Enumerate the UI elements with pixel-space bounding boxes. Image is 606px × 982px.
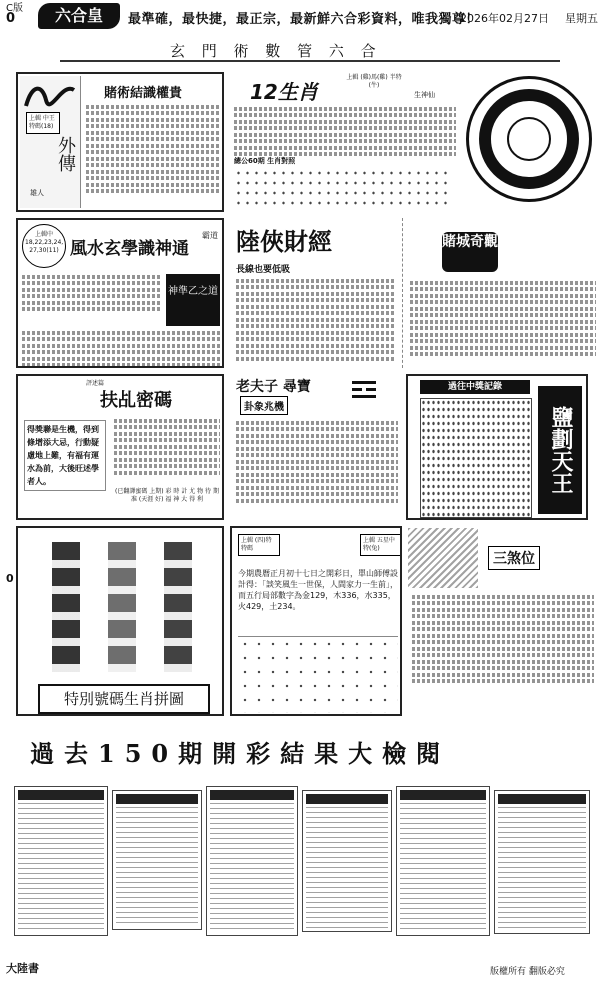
mystic-body: [114, 416, 220, 477]
footer-left: 大陸書: [6, 962, 39, 975]
three-article: [406, 526, 598, 716]
results-table-4: [302, 790, 392, 932]
pick-sub: 卦象兆機: [240, 396, 288, 415]
gambling-side-label: 上輯 中王 特碼(18): [26, 112, 60, 134]
results-table-5: [396, 786, 490, 936]
casino-body: [410, 278, 596, 359]
calc-badge-left: 上輯 (四)特 特碼: [238, 534, 280, 556]
finance-body: [236, 276, 396, 363]
fengshui-inner-text: 神準乙之道: [168, 286, 218, 297]
mystic-verse: 得獎聯是生機，得到條增添大忌，行動疑慮地上難，有福有運水為前，大後旺述學者人。: [24, 420, 106, 491]
calc-badge-right: 上輯 五星中 特(兔): [360, 534, 402, 556]
page-number: 0: [6, 11, 16, 26]
results-table-2: [112, 790, 202, 930]
plan-header: 過往中獎記錄: [420, 380, 530, 394]
zodiac-number-grid: [234, 168, 452, 208]
results-table-1: [14, 786, 108, 936]
fengshui-inner-box: [166, 274, 220, 326]
zodiac-caption: 總公60期 生肖對照: [234, 157, 296, 165]
finance-article: [230, 218, 403, 368]
zodiac-subtitle: 上輯 (雞)馬(雞) 半特(牛): [346, 74, 402, 89]
left-page-marker: 0: [6, 572, 14, 585]
mystic-label: 評述篇: [86, 380, 105, 387]
issue-date: 2026年02月27日: [460, 12, 549, 25]
pick-body: [236, 418, 398, 505]
calc-figure-row: [238, 636, 398, 713]
plan-title: 鹽劃天王: [538, 386, 582, 514]
masthead-logo: 六合皇: [38, 3, 120, 29]
gambling-title: 賭術結識權貴: [104, 86, 183, 101]
edition-label: [6, 4, 23, 24]
puzzle-article: [16, 526, 224, 716]
zodiac-wheel: [466, 76, 592, 202]
three-body: [412, 592, 594, 686]
puzzle-image: [52, 542, 192, 672]
zodiac-title: 12生肖: [250, 80, 318, 104]
finance-subtitle: 長線也要低吸: [236, 265, 291, 275]
results-table-6: [494, 790, 590, 934]
casino-article: [406, 218, 598, 368]
mystic-bottom: (已翻譯蜜碼 上期) 彩 時 計 尤 物 待 期 准 (天涯 好) 福 神 大 得 利: [115, 488, 219, 503]
fengshui-body-top: [22, 272, 162, 314]
plan-article: [406, 374, 588, 520]
puzzle-title: 特別號碼生肖拼圖: [38, 684, 210, 714]
zodiac-body: [234, 104, 456, 159]
zodiac-wheel-center: [507, 117, 551, 161]
gambling-author: 雄人: [30, 189, 44, 197]
calc-article: [230, 526, 402, 716]
fengshui-title: 風水玄學識神通: [70, 239, 189, 259]
three-title: 三煞位: [488, 546, 540, 570]
finance-title: 陸俠財經: [236, 227, 332, 256]
mystic-title: 扶乩密碼: [100, 390, 172, 411]
results-title: 過去150期開彩結果大檢閱: [30, 739, 451, 768]
fengshui-badge: 上輯中 18,22,23,24, 27,30(11): [22, 224, 66, 268]
calligraphy-brush-icon: [22, 80, 78, 110]
footer-right: 版權所有 翻版必究: [490, 967, 565, 977]
pick-article: [230, 374, 402, 520]
calc-body: 今期農曆正月初十七日之開彩日，單山師傅設計得：「談笑風生一世保，人間家力一生前」，而五行局部數字為金129，木336，水335，火429，土234。: [238, 569, 398, 611]
issue-weekday: 星期五: [565, 12, 598, 25]
section-title: 玄 門 術 數 管 六 合: [170, 42, 382, 60]
fengshui-side: 霸道: [202, 231, 218, 240]
mystic-article: [16, 374, 224, 520]
zodiac-article: [230, 72, 598, 212]
results-table-3: [206, 786, 298, 936]
edition-text: C版: [6, 3, 23, 14]
gambling-body: [86, 102, 220, 196]
casino-title: 賭城奇觀: [442, 232, 498, 272]
fengshui-body-bottom: [22, 328, 220, 368]
plan-record-grid: [420, 398, 532, 518]
page-header: [0, 0, 606, 36]
gambling-article: [16, 72, 224, 212]
puzzle-image-overlay: [52, 542, 192, 672]
masthead-slogan: 最準確，最快捷，最正宗，最新鮮六合彩資料，唯我獨尊！: [128, 12, 480, 27]
section-title-bar: [60, 38, 560, 62]
gambling-art-panel: [20, 76, 81, 208]
three-illustration: [408, 528, 478, 588]
gambling-vertical-title: 外傳: [55, 136, 76, 172]
fengshui-article: [16, 218, 224, 368]
hexagram-icon: [352, 380, 376, 400]
zodiac-author: 生神仙: [414, 91, 435, 99]
pick-title: 老夫子 尋寶: [236, 379, 311, 395]
